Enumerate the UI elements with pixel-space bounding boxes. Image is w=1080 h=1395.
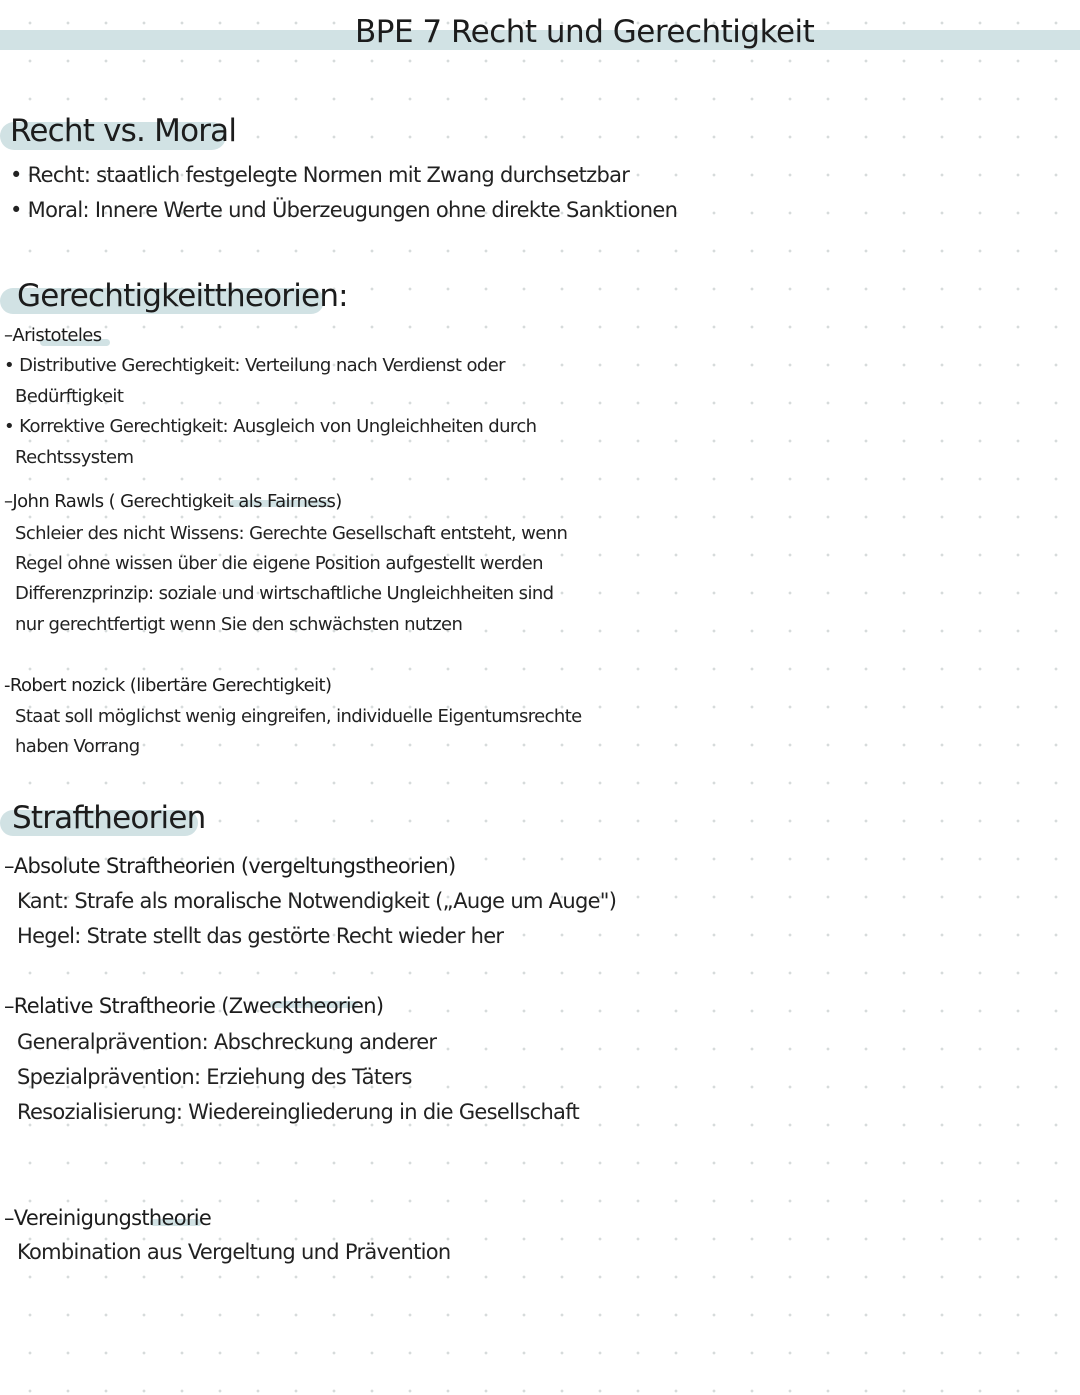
rawls-line-2: Regel ohne wissen über die eigene Position aufgestellt werden [15,553,543,574]
rawls-line-3: Differenzprinzip: soziale und wirtschaftliche Ungleichheiten sind [15,583,554,604]
relative-line-1: Generalprävention: Abschreckung anderer [17,1030,437,1054]
group-label-aristoteles: –Aristoteles [4,325,102,346]
nozick-line-1: Staat soll möglichst wenig eingreifen, individuelle Eigentumsrechte [15,706,582,727]
group-label-absolute: –Absolute Straftheorien (vergeltungstheorien) [4,854,456,878]
vereinigung-line-1: Kombination aus Vergeltung und Prävention [17,1240,451,1264]
group-label-nozick: -Robert nozick (libertäre Gerechtigkeit) [4,675,332,696]
nozick-line-2: haben Vorrang [15,736,140,757]
bullet-recht: • Recht: staatlich festgelegte Normen mit Zwang durchsetzbar [10,163,630,187]
section-heading-recht-moral: Recht vs. Moral [10,113,237,149]
section-heading-straftheorien: Straftheorien [12,800,206,836]
aristoteles-line-1: • Distributive Gerechtigkeit: Verteilung nach Verdienst oder [4,355,505,376]
aristoteles-line-4: Rechtssystem [15,447,134,468]
absolute-line-2: Hegel: Strate stellt das gestörte Recht wieder her [17,924,504,948]
relative-line-2: Spezialprävention: Erziehung des Täters [17,1065,412,1089]
aristoteles-line-2: Bedürftigkeit [15,386,124,407]
page-title: BPE 7 Recht und Gerechtigkeit [355,14,815,50]
rawls-line-1: Schleier des nicht Wissens: Gerechte Gesellschaft entsteht, wenn [15,523,568,544]
aristoteles-line-3: • Korrektive Gerechtigkeit: Ausgleich von Ungleichheiten durch [4,416,537,437]
group-label-relative: –Relative Straftheorie (Zwecktheorien) [4,994,384,1018]
section-heading-gerechtigkeit: Gerechtigkeittheorien: [17,278,348,314]
group-label-vereinigung: –Vereinigungstheorie [4,1206,212,1230]
absolute-line-1: Kant: Strafe als moralische Notwendigkeit („Auge um Auge") [17,889,617,913]
relative-line-3: Resozialisierung: Wiedereingliederung in die Gesellschaft [17,1100,580,1124]
rawls-line-4: nur gerechtfertigt wenn Sie den schwächsten nutzen [15,614,463,635]
bullet-moral: • Moral: Innere Werte und Überzeugungen ohne direkte Sanktionen [10,198,678,222]
group-label-rawls: –John Rawls ( Gerechtigkeit als Fairness) [4,491,342,512]
